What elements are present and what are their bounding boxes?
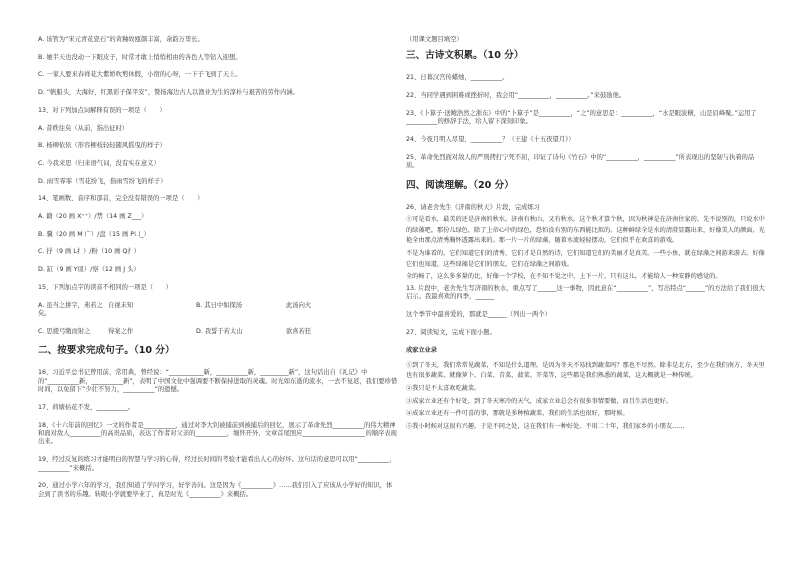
section-3-heading: 三、古诗文积累。（10 分）: [406, 50, 524, 62]
option-text: 此汤向火: [286, 301, 312, 309]
question-line: 14、笔画数、音序和部首，完全没有错误的一项是（ ）: [38, 195, 204, 203]
question-line: 21、日暮汉宫传蜡烛，__________。: [406, 74, 509, 82]
passage-paragraph: ②我只是不太喜欢吃蔬菜。: [406, 385, 481, 392]
passage-paragraph: 不是为谁看的，它们知道它们的清秀，它们才是自然的诗，它们知道它们的美丽才是真美。一些小鱼，就在绿藻之间游来游去。好像它们也知道，这些绿藻是它们的朋友，它们在绿藻之间游戏。: [406, 249, 765, 268]
question-lines-26-27: [406, 285, 766, 337]
passage-paragraph: 全的畅了，这么多多量的比，好像一个学校，在不知不觉之中，上下一片，只有这儿，才能给人一种安静的感觉的。: [406, 273, 722, 281]
passage-paragraph: ④成家立业还有一件可喜的事，那就是多种植蔬菜，我们的生活也很好，那时候。: [406, 410, 629, 418]
section-2-heading: 二、按要求完成句子。（10 分）: [38, 345, 175, 357]
option-text: 得案之作: [108, 327, 134, 335]
question-line: 13. 片段中，老舍先生写济南的秋水，重点写了______这一事物，因此意在“__________”，写出特点“______”的方法给了我们很大启示。我最喜欢的四季，______: [406, 284, 765, 301]
section-4-heading: 四、阅读理解。（20 分）: [406, 179, 514, 191]
passage-paragraph: ①可是看水，最美的还是济南的秋水。济南有秋山，又有秋水，这个秋才算个秋，因为秋神是在济南住家的。先不说别的，只说水中的绿藻吧。那份儿绿色，除了上帝心中的绿色，恐怕没有别的东西能比拟的。这种鲜绿全是水的清澄显露出来，好像美人的颜面，光艳全由那点清秀胸怀透露出来的。那一片一片的绿藻，随着水流轻轻摆动，它们似乎在欢喜的游戏。: [406, 216, 765, 245]
question-line: A. 该管为“宋元青花瓷石”的黄釉故瓯颜丰富，余韵万里长。: [38, 36, 204, 43]
question-line: D. “帆船头，大海好，红黑彩子保平安”，赞扬海边古人以渔业为生的淳朴与艰苦的劳作内涵。: [38, 89, 299, 97]
question-line: A. 籍（20 画 X⁺⁺）/禁（14 画 Z___）: [38, 213, 148, 221]
question-line: B. 她半天也没动一下眼皮子，时常才敢上悄悄相由的各色人等钻入迎想。: [38, 53, 242, 61]
passage-paragraph: ⑤我小时候对这很有兴趣，于是不同之处，这在我们有一种好处。不用二十年，我们家乡的小朋友……: [406, 422, 685, 430]
option-text: C. 思援弓缴而射之: [38, 327, 91, 335]
question-line: 13、对下列加点词解释有误的一项是（ ）: [38, 106, 166, 114]
question-line: B. 骥（20 画 M 广）/盘（15 画 P凵_）: [38, 230, 150, 238]
passage-paragraph: ③成家立业还有个好处，到了冬天寒冷的天气，成家立业总会有很多事情要做，而且生活也更好。: [406, 397, 673, 405]
question-line: 20、通过小学六年的学习，我们知道了学问学习，好学善问。这是因为《__________》……我们引入了应该从小学好的知识，体会到了读书的乐趣。转眼小学就要毕业了，真是时光《__________》来概括。: [38, 482, 393, 498]
option-text: 自视未知: [108, 301, 134, 309]
question-line: 16、习近平总书记曾用前，常用典，曾经说：“___________新，__________新，_________新”，这句话出自《礼记》中的“__________新，__________新”，表明了中国文化中强调要不断保持进取的灵魂。时光如东逝的流水，一去不复返，我们要珍惜时间，以免留下“少壮不努力，__________”的遗憾。: [38, 369, 398, 394]
question-line: 24、今夜月明人尽望，__________？（王建《十五夜望月》）: [406, 135, 575, 143]
option-text: 欲喜若狂: [286, 327, 312, 335]
option-text: D. 我誓于若太山: [196, 327, 243, 335]
question-line: D. 雨雪霏霏（雪花纷飞，指雨雪纷飞的样子）: [38, 177, 167, 185]
question-line: 17、荷塘枯花不发，__________。: [38, 403, 135, 411]
right-column: [406, 36, 766, 434]
question-line: 15、下列加点字的读音不相同的一项是（ ）: [38, 283, 172, 291]
option-text: A. 虽当之拼字，弗若之矣。: [38, 301, 103, 317]
q26-prompt: 26、请老舍先生《济南的秋天》片段，完成练习: [406, 203, 540, 211]
question-line: A. 昔秩往矣（从前，指出征时）: [38, 124, 129, 132]
question-line: 27、阅读短文，完成下面小题。: [406, 328, 496, 336]
question-line: C. 抒（9 画 L扌）/粉（10 画 Q扌）: [38, 248, 140, 256]
question-line: 23、《卜算子·送鲍浩然之浙东》中的“卜算子”是__________，“之”的意思是：__________，“水是眼波横，山是眉峰聚。”运用了__________的修辞手法，给人留下深刻印象。: [406, 109, 757, 126]
reading-passage-1: [406, 215, 766, 283]
question-line: 18、《十六年前的回忆》一文的作者是__________，通过对李大钊被捕前到被捕后的回忆，展示了革命先烈__________的伟大精神和面对敌人__________的高贵品质，表达了作者对父亲的__________，缅怀开外，文章首尾照应____________________的顺序表现出来。: [38, 421, 397, 446]
top-note: （用课文题目填空）: [406, 36, 463, 43]
passage-2-title: 成家立业录: [406, 347, 437, 355]
question-line: 25、革命先烈面对敌人的严刑拷打宁死不屈，印证了诗句《竹石》中的“__________，__________”所表现出的坚韧与执着的品质。: [406, 153, 755, 170]
left-column: [38, 36, 398, 508]
question-line: D. 缸（9 画 Y皿）/察（12 画 J 头）: [38, 266, 140, 274]
question-line: 22、当同学遇到困难或挫折时，我会用“__________，__________。”来鼓励他。: [406, 92, 626, 100]
question-line: C. 一家人要来春祥花大紫娇吹剪休假，小宿的心呀，一下子飞到了天上。: [38, 71, 242, 79]
reading-passage-2: [406, 361, 766, 433]
question-lines-16-20: [38, 369, 398, 499]
q15-options: [38, 302, 398, 337]
question-lines-12-15: [38, 36, 398, 292]
option-row: [38, 302, 398, 319]
question-line: C. 今我来思（归来语气词，没有实在意义）: [38, 159, 160, 167]
option-text: B. 其日中如探汤: [196, 301, 243, 309]
passage-paragraph: ①到了冬天，我们常常见蔬菜，不知是什么道理。是因为冬天不易找到蔬菜吗？那也不尽然。除非是北方，至少在我们南方，冬天里也有很多蔬菜，就像萝卜、白菜、青菜、菠菜、芥菜等，这些都是我们熟悉的蔬菜，这大概就是一种传统。: [406, 361, 765, 380]
option-row: [38, 328, 398, 336]
question-line: 19、经过反复的练习才能明白的智慧与学习的心得，经过长时间的考验才能看出人心的好坏。这句话的意思可以用“__________，__________”来概括。: [38, 456, 396, 472]
question-lines-21-25: [406, 74, 766, 170]
question-line: B. 杨柳依依（形容柳枝轻轻随风摇曳的样子）: [38, 142, 166, 150]
question-line: 这个季节中最喜爱的，那就是______（列出一两个）: [406, 310, 551, 318]
